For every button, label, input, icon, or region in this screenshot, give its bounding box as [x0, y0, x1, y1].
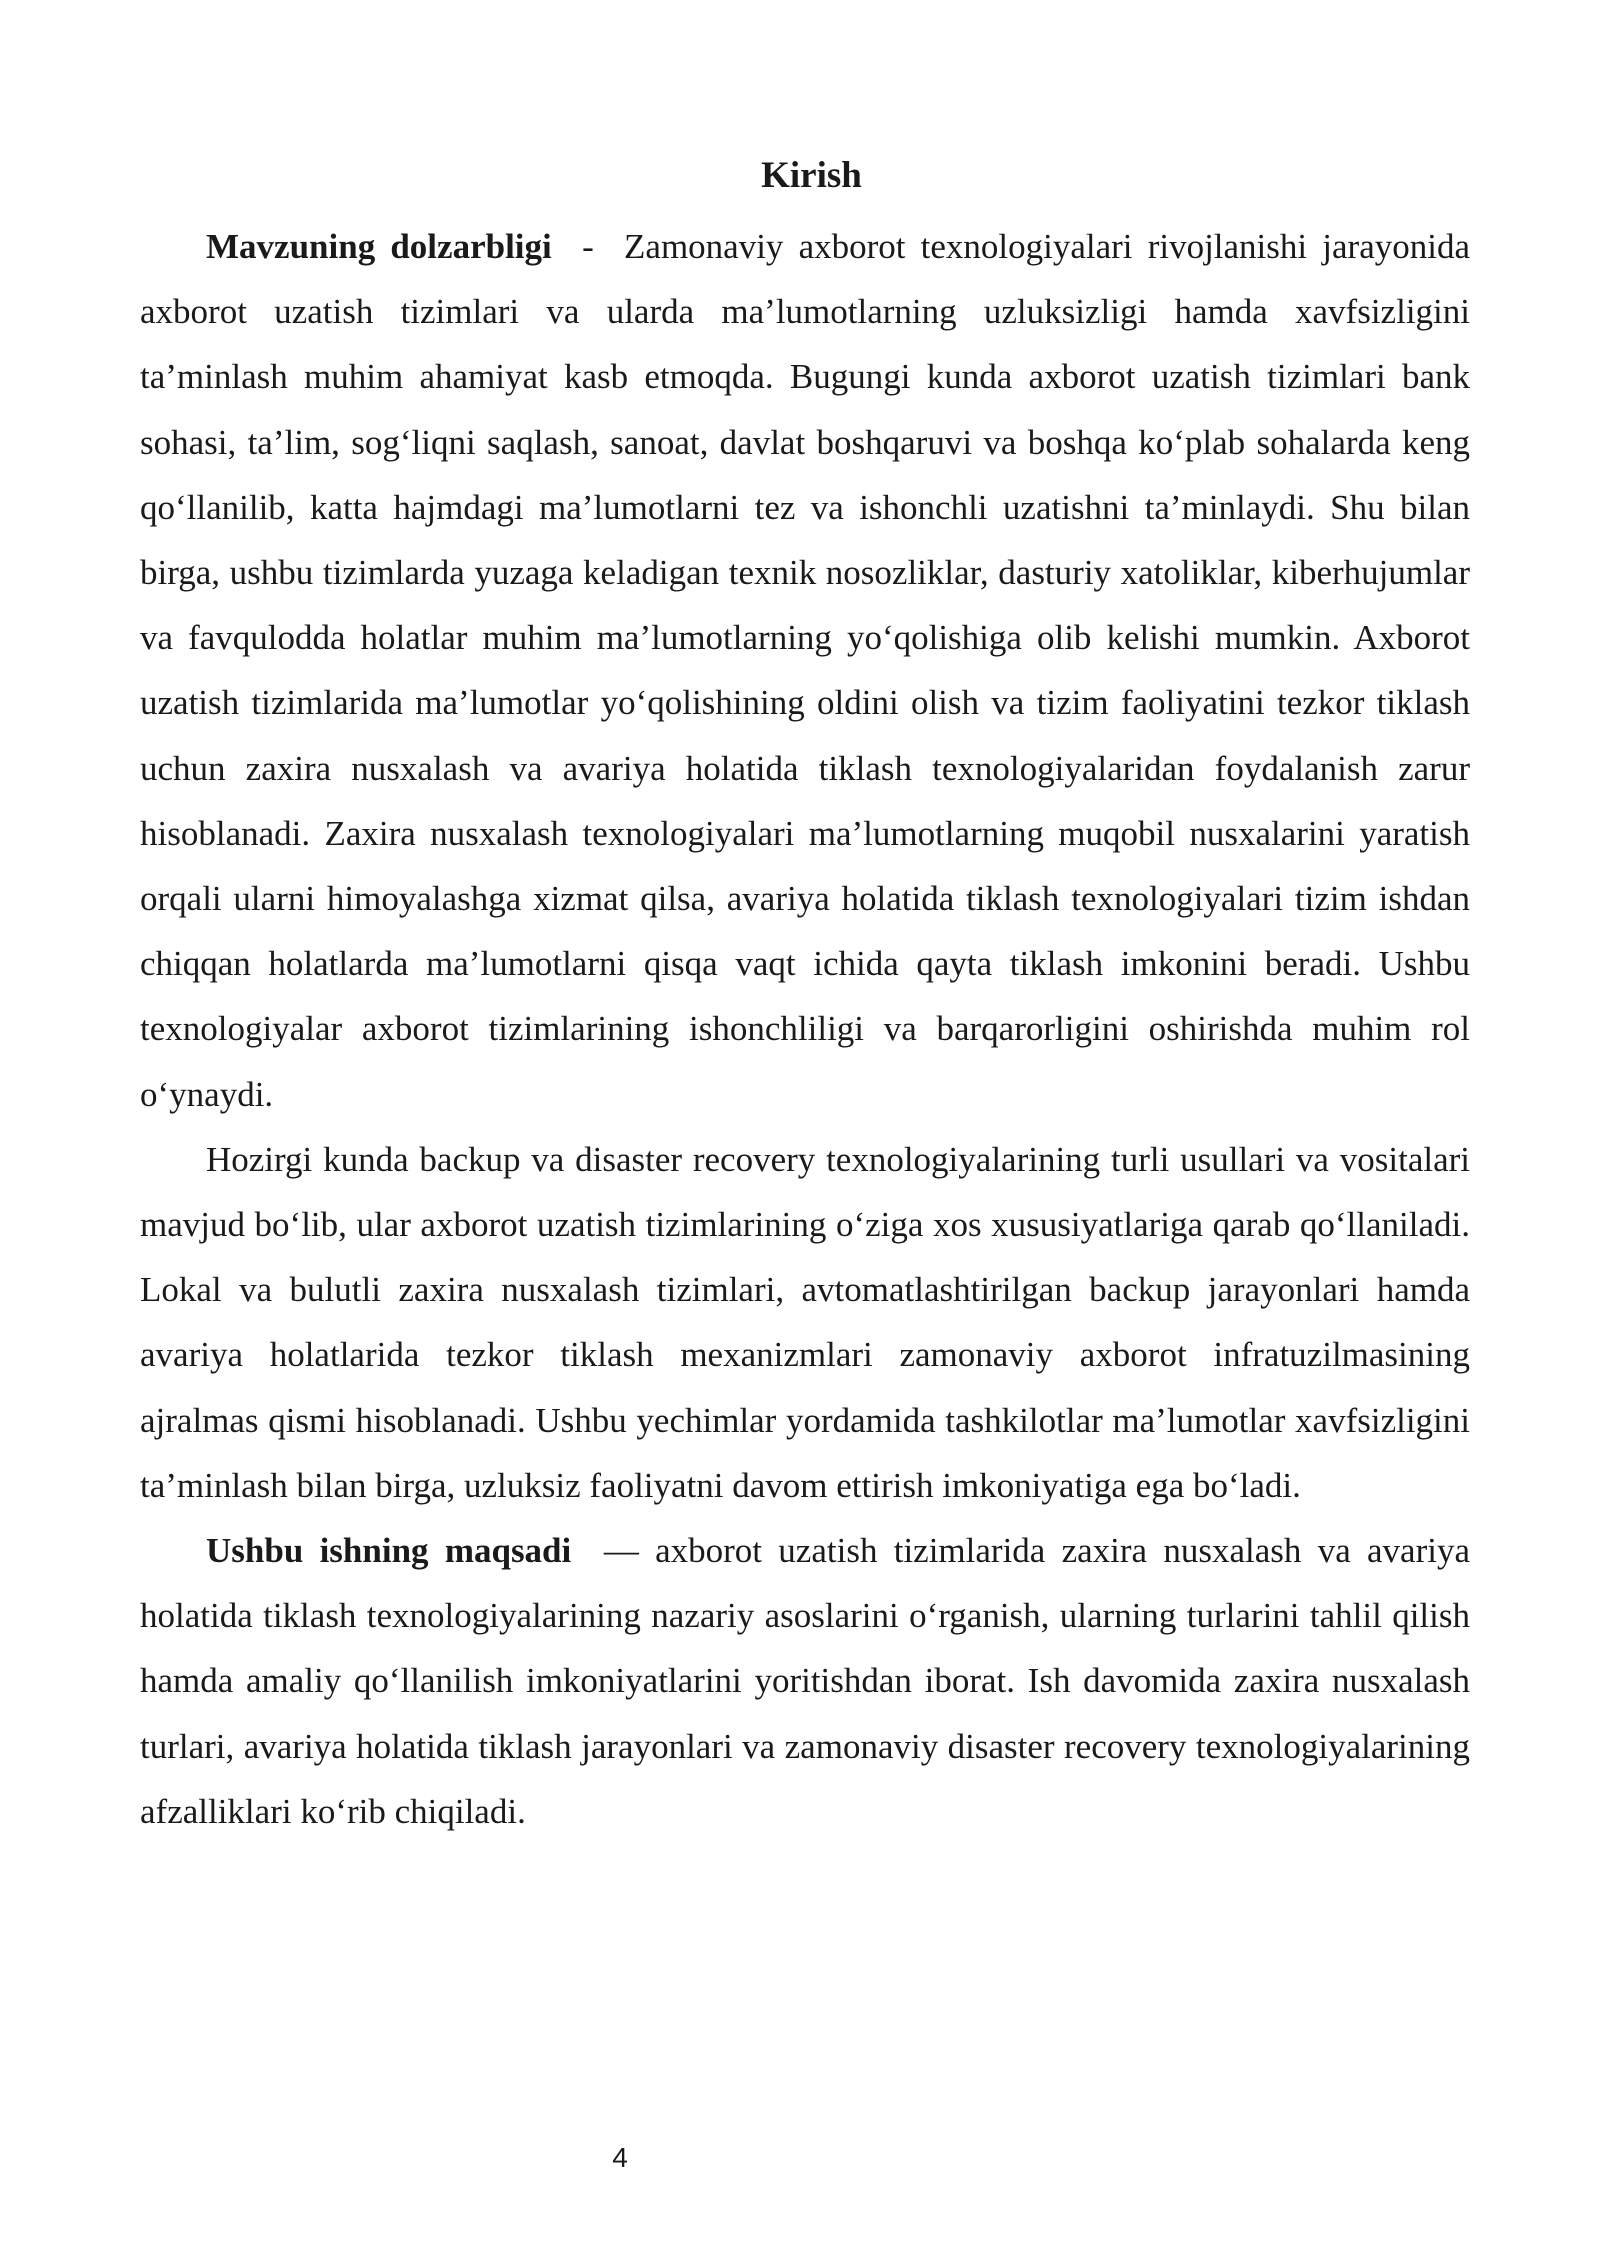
paragraph-text-methods: Hozirgi kunda backup va disaster recovery texnologiyalarining turli usullari va vositalari mavjud bo‘lib, ular axborot uzatish tizimlarining o‘ziga xos xususiyatlariga qarab qo‘llaniladi. Lokal va bulutli zaxira nusxalash tizimlari, avtomatlashtirilgan backup jarayonlari hamda avariya holatlarida tezkor tiklash mexanizmlari zamonaviy axborot infratuzilmasining ajralmas qismi hisoblanadi. Ushbu yechimlar yordamida tashkilotlar ma’lumotlar xavfsizligini ta’minlash bilan birga, uzluksiz faoliyatni davom ettirish imkoniyatiga ega bo‘ladi. [140, 1139, 1470, 1505]
paragraph-relevance [140, 214, 1470, 1127]
page-number: 4 [612, 2142, 628, 2173]
document-body [140, 214, 1470, 1844]
paragraph-methods [140, 1127, 1470, 1518]
paragraph-lead-relevance: Mavzuning dolzarbligi [206, 227, 552, 266]
paragraph-lead-goal: Ushbu ishning maqsadi [206, 1531, 572, 1571]
paragraph-text-goal: axborot uzatish tizimlarida zaxira nusxalash va avariya holatida tiklash texnologiyalarining nazariy asoslarini o‘rganish, ularning turlarini tahlil qilish hamda amaliy qo‘llanilish imkoniyatlarini yoritishdan iborat. Ish davomida zaxira nusxalash turlari, avariya holatida tiklash jarayonlari va zamonaviy disaster recovery texnologiyalarining afzalliklari ko‘rib chiqiladi. [140, 1531, 1470, 1831]
section-title: Kirish [761, 155, 862, 196]
paragraph-text-relevance: Zamonaviy axborot texnologiyalari rivojlanishi jarayonida axborot uzatish tizimlari va ularda ma’lumotlarning uzluksizligi hamda xavfsizligini ta’minlash muhim ahamiyat kasb etmoqda. Bugungi kunda axborot uzatish tizimlari bank sohasi, ta’lim, sog‘liqni saqlash, sanoat, davlat boshqaruvi va boshqa ko‘plab sohalarda keng qo‘llanilib, katta hajmdagi ma’lumotlarni tez va ishonchli uzatishni ta’minlaydi. Shu bilan birga, ushbu tizimlarda yuzaga keladigan texnik nosozliklar, dasturiy xatoliklar, kiberhujumlar va favqulodda holatlar muhim ma’lumotlarning yo‘qolishiga olib kelishi mumkin. Axborot uzatish tizimlarida ma’lumotlar yo‘qolishining oldini olish va tizim faoliyatini tezkor tiklash uchun zaxira nusxalash va avariya holatida tiklash texnologiyalaridan foydalanish zarur hisoblanadi. Zaxira nusxalash texnologiyalari ma’lumotlarning muqobil nusxalarini yaratish orqali ularni himoyalashga xizmat qilsa, avariya holatida tiklash texnologiyalari tizim ishdan chiqqan holatlarda ma’lumotlarni qisqa vaqt ichida qayta tiklash imkonini beradi. Ushbu texnologiyalar axborot tizimlarining ishonchliligi va barqarorligini oshirishda muhim rol o‘ynaydi. [140, 227, 1470, 1114]
lead-separator: — [571, 1531, 656, 1571]
paragraph-goal [140, 1518, 1470, 1844]
lead-separator: - [551, 227, 625, 266]
